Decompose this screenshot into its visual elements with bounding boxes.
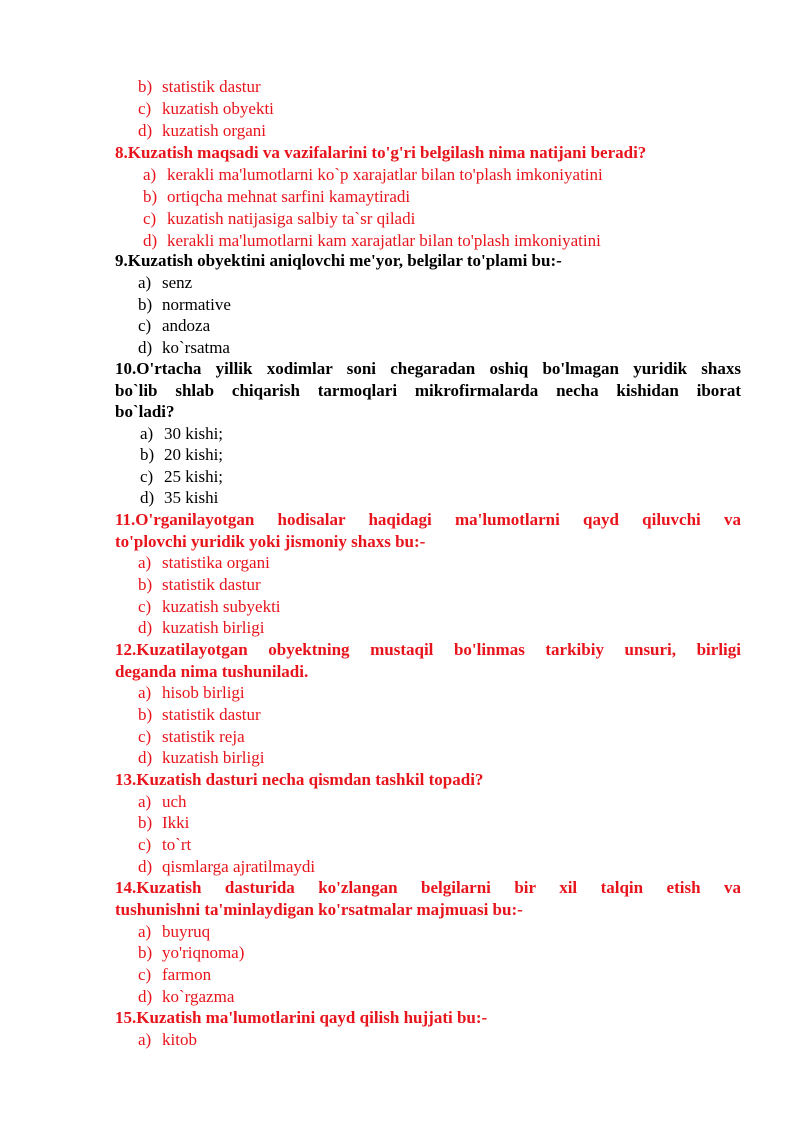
q11-option-d: [138, 617, 264, 639]
q9-option-d: [138, 337, 230, 359]
q8-option-b: [143, 186, 410, 208]
option-letter: d): [138, 618, 153, 637]
q11-option-b: [138, 574, 261, 596]
q9-title: 9.Kuzatish obyektini aniqlovchi me'yor, belgilar to'plami bu:-: [115, 251, 562, 270]
q15-option-a: [138, 1029, 197, 1051]
option-text: andoza: [162, 316, 211, 335]
q8-option-c: [143, 208, 415, 230]
q10-title-line-3: bo`ladi?: [115, 402, 175, 421]
option-text: kerakli ma'lumotlarni kam xarajatlar bilan to'plash imkoniyatini: [167, 231, 601, 250]
q15-title: 15.Kuzatish ma'lumotlarini qayd qilish hujjati bu:-: [115, 1008, 488, 1027]
q10-option-b: [140, 444, 223, 466]
option-text: buyruq: [162, 922, 211, 941]
option-letter: b): [138, 295, 153, 314]
option-letter: c): [138, 99, 152, 118]
option-text: Ikki: [162, 813, 190, 832]
option-text: 30 kishi;: [164, 424, 224, 443]
option-letter: c): [138, 597, 152, 616]
q13-option-c: [138, 834, 191, 856]
option-text: kuzatish subyekti: [162, 597, 281, 616]
option-letter: d): [138, 338, 153, 357]
option-text: statistika organi: [162, 553, 270, 572]
option-text: to`rt: [162, 835, 192, 854]
option-text: ko`rsatma: [162, 338, 230, 357]
q12-title-line-2: deganda nima tushuniladi.: [115, 662, 309, 681]
option-letter: d): [138, 748, 153, 767]
q14-title-line-2: tushunishni ta'minlaydigan ko'rsatmalar majmuasi bu:-: [115, 900, 523, 919]
q11-title-line-2: to'plovchi yuridik yoki jismoniy shaxs bu:-: [115, 532, 426, 551]
option-letter: d): [138, 121, 153, 140]
option-letter: a): [138, 792, 152, 811]
option-text: kuzatish birligi: [162, 748, 265, 767]
option-letter: b): [138, 813, 153, 832]
q14-option-c: [138, 964, 211, 986]
q13-option-d: [138, 856, 315, 878]
q7-option-d: [138, 120, 266, 142]
q13-option-b: [138, 812, 189, 834]
option-text: kuzatish birligi: [162, 618, 265, 637]
option-text: kerakli ma'lumotlarni ko`p xarajatlar bilan to'plash imkoniyatini: [167, 165, 603, 184]
option-letter: a): [138, 683, 152, 702]
option-text: 25 kishi;: [164, 467, 224, 486]
option-text: farmon: [162, 965, 212, 984]
q14-option-a: [138, 921, 210, 943]
q9-option-b: [138, 294, 231, 316]
q9-option-a: [138, 272, 192, 294]
option-letter: b): [138, 77, 153, 96]
option-letter: b): [138, 705, 153, 724]
q9-option-c: [138, 315, 210, 337]
q7-option-b: [138, 76, 261, 98]
q8-option-d: [143, 230, 601, 252]
q13-option-a: [138, 791, 187, 813]
option-letter: c): [138, 316, 152, 335]
option-text: normative: [162, 295, 231, 314]
option-letter: b): [143, 187, 158, 206]
option-text: uch: [162, 792, 187, 811]
q11-option-c: [138, 596, 281, 618]
q14-option-b: [138, 942, 244, 964]
option-text: kuzatish natijasiga salbiy ta`sr qiladi: [167, 209, 416, 228]
option-text: kitob: [162, 1030, 197, 1049]
option-letter: c): [138, 727, 152, 746]
option-letter: a): [138, 922, 152, 941]
q8-option-a: [143, 164, 603, 186]
q7-option-c: [138, 98, 274, 120]
option-letter: c): [138, 965, 152, 984]
q12-option-c: [138, 726, 245, 748]
q13-title: 13.Kuzatish dasturi necha qismdan tashkil topadi?: [115, 770, 484, 789]
option-letter: c): [143, 209, 157, 228]
option-text: statistik dastur: [162, 705, 261, 724]
option-text: 35 kishi: [164, 488, 219, 507]
option-text: kuzatish organi: [162, 121, 267, 140]
q10-option-d: [140, 487, 218, 509]
option-text: statistik dastur: [162, 77, 261, 96]
option-text: kuzatish obyekti: [162, 99, 274, 118]
option-letter: d): [143, 231, 158, 250]
option-letter: d): [138, 987, 153, 1006]
q11-option-a: [138, 552, 270, 574]
option-letter: c): [140, 467, 154, 486]
option-letter: a): [138, 553, 152, 572]
option-letter: a): [138, 1030, 152, 1049]
q12-option-d: [138, 747, 264, 769]
option-text: ko`rgazma: [162, 987, 235, 1006]
option-text: senz: [162, 273, 193, 292]
option-letter: a): [140, 424, 154, 443]
q12-option-a: [138, 682, 245, 704]
option-letter: b): [140, 445, 155, 464]
q10-option-a: [140, 423, 223, 445]
option-letter: b): [138, 575, 153, 594]
option-text: statistik dastur: [162, 575, 261, 594]
option-letter: b): [138, 943, 153, 962]
q10-option-c: [140, 466, 223, 488]
option-letter: a): [143, 165, 157, 184]
option-text: qismlarga ajratilmaydi: [162, 857, 316, 876]
q14-option-d: [138, 986, 234, 1008]
q10-title-line-2: bo`lib shlab chiqarish tarmoqlari mikrofirmalarda necha kishidan iborat: [115, 381, 741, 400]
q14-title-line-1: 14.Kuzatish dasturida ko'zlangan belgilarni bir xil talqin etish va: [115, 878, 741, 897]
option-text: yo'riqnoma): [162, 943, 245, 962]
option-text: ortiqcha mehnat sarfini kamaytiradi: [167, 187, 411, 206]
q12-title-line-1: 12.Kuzatilayotgan obyektning mustaqil bo'linmas tarkibiy unsuri, birligi: [115, 640, 741, 659]
option-text: statistik reja: [162, 727, 245, 746]
option-text: hisob birligi: [162, 683, 245, 702]
option-letter: c): [138, 835, 152, 854]
q8-title: 8.Kuzatish maqsadi va vazifalarini to'g'ri belgilash nima natijani beradi?: [115, 143, 647, 162]
q10-title-line-1: 10.O'rtacha yillik xodimlar soni chegaradan oshiq bo'lmagan yuridik shaxs: [115, 359, 741, 378]
option-letter: d): [140, 488, 155, 507]
option-text: 20 kishi;: [164, 445, 224, 464]
option-letter: a): [138, 273, 152, 292]
q12-option-b: [138, 704, 261, 726]
q11-title-line-1: 11.O'rganilayotgan hodisalar haqidagi ma'lumotlarni qayd qiluvchi va: [115, 510, 741, 529]
option-letter: d): [138, 857, 153, 876]
